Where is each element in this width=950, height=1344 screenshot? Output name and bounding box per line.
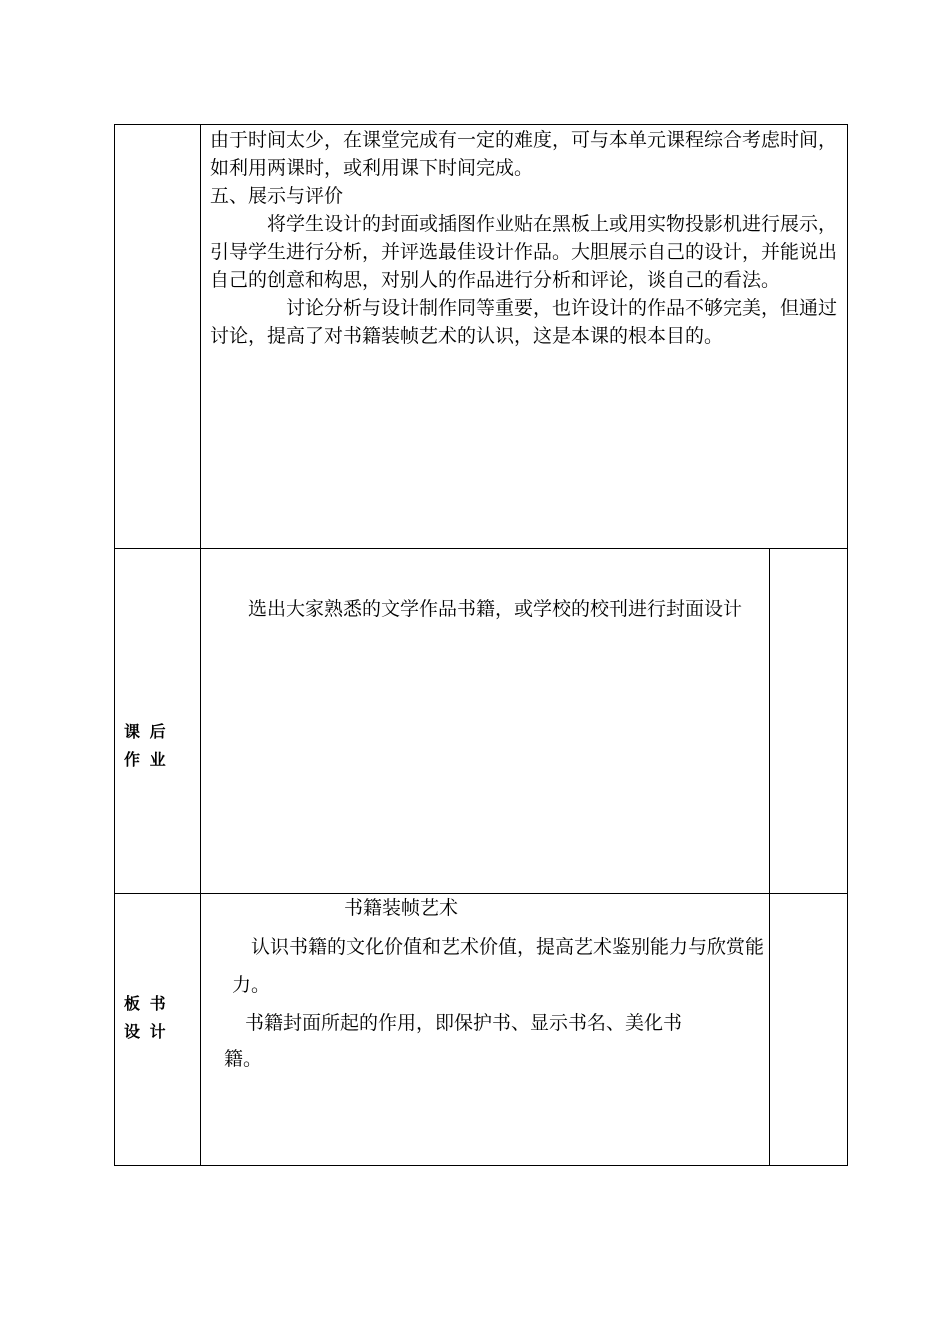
paragraph-time-note: 由于时间太少，在课堂完成有一定的难度，可与本单元课程综合考虑时间，如利用两课时，或利用课下时间完成。	[210, 129, 838, 179]
paragraph-discussion: 讨论分析与设计制作同等重要，也许设计的作品不够完美，但通过讨论，提高了对书籍装帧艺术的认识，这是本课的根本目的。	[210, 297, 838, 347]
notes-column-divider	[769, 548, 770, 1166]
board-content	[210, 894, 766, 1076]
homework-label-line2: 作 业	[124, 750, 168, 769]
board-paragraph-2: 书籍封面所起的作用，即保护书、显示书名、美化书	[226, 1012, 683, 1034]
board-paragraph-2-continued: 籍。	[224, 1048, 263, 1070]
homework-label-line1: 课 后	[124, 722, 168, 741]
label-column-divider	[200, 124, 201, 1166]
homework-content	[210, 594, 762, 624]
table-top-border	[114, 124, 848, 125]
homework-text: 选出大家熟悉的文学作品书籍，或学校的校刊进行封面设计	[210, 598, 743, 620]
process-content	[210, 126, 840, 350]
paragraph-display: 将学生设计的封面或插图作业贴在黑板上或用实物投影机进行展示，引导学生进行分析，并评选最佳设计作品。大胆展示自己的设计，并能说出自己的创意和构思，对别人的作品进行分析和评论，谈自己的看法。	[210, 213, 838, 291]
board-paragraph-1: 认识书籍的文化价值和艺术价值，提高艺术鉴别能力与欣赏能力。	[232, 936, 765, 996]
heading-display-evaluation: 五、展示与评价	[210, 185, 344, 207]
board-label-line2: 设 计	[124, 1022, 168, 1041]
board-label	[124, 990, 194, 1046]
board-label-line1: 板 书	[124, 994, 168, 1013]
board-title: 书籍装帧艺术	[344, 897, 459, 919]
table-left-border	[114, 124, 115, 1166]
table-bottom-border	[114, 1165, 848, 1166]
homework-label	[124, 718, 194, 774]
row-divider-1	[114, 548, 848, 549]
table-right-border	[847, 124, 848, 1166]
